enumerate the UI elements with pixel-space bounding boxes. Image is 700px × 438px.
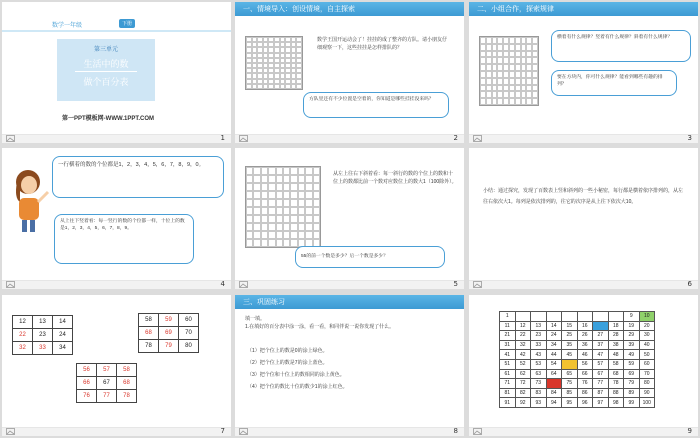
table-cell[interactable]: 14: [546, 321, 562, 331]
chart-cell: [268, 183, 275, 191]
table-cell[interactable]: [546, 312, 562, 322]
question-bubble: 方队里还有不少位置是空着的，你知道是哪些挂挂没来吗？: [303, 92, 449, 118]
table-cell[interactable]: 62: [515, 369, 531, 379]
question-bubble-1: 横着有什么规律？竖着有什么规律？斜着有什么规律？: [551, 30, 691, 62]
hundred-chart-table: [499, 311, 655, 408]
chart-cell: [290, 207, 297, 215]
slide-number: 8: [453, 427, 458, 435]
table-cell[interactable]: 93: [531, 398, 547, 408]
chart-cell: [532, 57, 538, 64]
number-table-1: 12 13 14 22 23 24 32 33 34: [12, 315, 73, 355]
chart-cell: [283, 231, 290, 239]
slide-footer: [2, 280, 231, 289]
table-cell[interactable]: 31: [500, 340, 516, 350]
slide-7[interactable]: [2, 295, 231, 436]
chart-cell: [298, 191, 305, 199]
summary-text: 小结：通过探究，发现了百数表上竖和斜列的一些小秘密，每行都是横着依序排列的，从左往右依次大1。每列是依次排列的，往它的次序是从上往下依次大10。: [483, 188, 684, 205]
chart-cell: [298, 167, 305, 175]
slide-header: 二、小组合作，探索规律: [469, 2, 698, 16]
table-cell[interactable]: 48: [608, 350, 624, 360]
lesson-title: 生活中的数: [83, 60, 129, 70]
table-cell[interactable]: 36: [577, 340, 593, 350]
chart-cell: [283, 207, 290, 215]
table-cell[interactable]: 71: [500, 379, 516, 389]
table-cell[interactable]: 27: [593, 331, 609, 341]
table-cell[interactable]: 30: [639, 331, 655, 341]
chart-cell: [532, 91, 538, 98]
slide-thumb-icon: [239, 281, 248, 288]
table-cell[interactable]: 1: [500, 312, 516, 322]
table-cell[interactable]: [562, 312, 578, 322]
table-cell[interactable]: 16: [577, 321, 593, 331]
table-cell[interactable]: 25: [562, 331, 578, 341]
chart-cell: [253, 239, 260, 247]
table-cell[interactable]: 40: [639, 340, 655, 350]
table-cell[interactable]: 24: [546, 331, 562, 341]
chart-cell: [261, 223, 268, 231]
slide-9[interactable]: [469, 295, 698, 436]
table-cell[interactable]: 47: [593, 350, 609, 360]
table-cell[interactable]: 51: [500, 359, 516, 369]
chart-cell: [261, 207, 268, 215]
table-cell[interactable]: 38: [608, 340, 624, 350]
slide-footer: [469, 280, 698, 289]
chart-cell: [246, 183, 253, 191]
table-cell[interactable]: 26: [577, 331, 593, 341]
table-cell[interactable]: 68: [608, 369, 624, 379]
slide-number: 7: [220, 427, 225, 435]
table-cell[interactable]: 9: [624, 312, 640, 322]
table-cell[interactable]: 87: [593, 388, 609, 398]
table-cell[interactable]: 67: [593, 369, 609, 379]
exercise-item-3: （3）把个位和十位上的数相同的涂上黄色。: [247, 372, 345, 378]
chart-cell: [313, 183, 320, 191]
chart-cell: [313, 191, 320, 199]
chart-cell: [283, 199, 290, 207]
observation-bubble-2: 从上往下竖着看：每一竖行的数的个位都一样，十位上的数是1，2，3，4，5，6，7，8，9。: [54, 214, 194, 264]
grade-label: 数学一年级: [52, 23, 83, 29]
chart-cell: [290, 167, 297, 175]
slide-3[interactable]: [469, 2, 698, 143]
table-cell[interactable]: [562, 359, 578, 369]
slide-number: 4: [220, 280, 225, 288]
exercise-lead: 填一填。: [245, 316, 266, 322]
table-cell[interactable]: 39: [624, 340, 640, 350]
chart-cell: [253, 199, 260, 207]
chart-cell: [276, 223, 283, 231]
table-cell[interactable]: 77: [593, 379, 609, 389]
term-badge: 下册: [119, 19, 135, 28]
chart-cell: [298, 175, 305, 183]
chart-cell: [253, 207, 260, 215]
table-row: [500, 340, 655, 350]
table-cell[interactable]: 65: [562, 369, 578, 379]
chart-cell: [305, 215, 312, 223]
slide-footer: [2, 427, 231, 436]
chart-cell: [268, 199, 275, 207]
slide-number: 3: [687, 134, 692, 142]
title-divider: [75, 71, 137, 72]
chart-cell: [276, 191, 283, 199]
table-cell[interactable]: 95: [562, 398, 578, 408]
table-cell[interactable]: 11: [500, 321, 516, 331]
chart-cell: [305, 167, 312, 175]
chart-cell: [313, 167, 320, 175]
table-cell[interactable]: 50: [639, 350, 655, 360]
table-cell[interactable]: 58: [608, 359, 624, 369]
chart-cell: [283, 191, 290, 199]
table-cell[interactable]: 82: [515, 388, 531, 398]
table-cell[interactable]: [608, 312, 624, 322]
chart-cell: [253, 231, 260, 239]
slide-8[interactable]: [235, 295, 464, 436]
table-cell[interactable]: 18: [608, 321, 624, 331]
chart-cell: [290, 231, 297, 239]
table-cell[interactable]: 75: [562, 379, 578, 389]
exercise-task: 1.在填好的百分表中涂一涂，看一看，和同伴说一说你发现了什么。: [245, 324, 395, 330]
table-row: [500, 321, 655, 331]
chart-cell: [305, 191, 312, 199]
table-cell[interactable]: 73: [531, 379, 547, 389]
title-band: [2, 30, 231, 32]
slide-thumb-icon: [6, 135, 15, 142]
slide-4[interactable]: [2, 148, 231, 289]
table-row: [500, 331, 655, 341]
chart-cell: [261, 175, 268, 183]
table-cell[interactable]: 21: [500, 331, 516, 341]
chart-cell: [276, 199, 283, 207]
table-cell[interactable]: 86: [577, 388, 593, 398]
chart-cell: [296, 84, 302, 89]
table-cell[interactable]: 59: [624, 359, 640, 369]
table-cell[interactable]: 63: [531, 369, 547, 379]
table-cell[interactable]: 57: [593, 359, 609, 369]
table-cell[interactable]: [546, 379, 562, 389]
slide-1[interactable]: [2, 2, 231, 143]
table-row: [500, 398, 655, 408]
exercise-item-2: （2）把个位上的数是7的涂上蓝色。: [247, 360, 328, 366]
chart-cell: [313, 175, 320, 183]
table-cell[interactable]: 53: [531, 359, 547, 369]
chart-cell: [313, 231, 320, 239]
chart-cell: [532, 44, 538, 51]
table-cell[interactable]: 46: [577, 350, 593, 360]
chart-cell: [305, 231, 312, 239]
table-cell[interactable]: 12: [515, 321, 531, 331]
intro-text: 数学王国开运动会了！挂挂的成了整齐的方队。请小朋友仔细观察一下，这些挂挂是怎样排队的？: [317, 37, 448, 51]
chart-cell: [532, 98, 538, 105]
table-cell[interactable]: 33: [531, 340, 547, 350]
chart-cell: [246, 215, 253, 223]
slide-number: 6: [687, 280, 692, 288]
chart-cell: [283, 167, 290, 175]
question-bubble: 55的前一个数是多少？后一个数是多少？: [295, 246, 445, 268]
table-cell[interactable]: 88: [608, 388, 624, 398]
chart-cell: [253, 215, 260, 223]
table-cell[interactable]: 42: [515, 350, 531, 360]
hundred-chart-image: [479, 36, 539, 106]
chart-cell: [305, 175, 312, 183]
table-cell[interactable]: 100: [639, 398, 655, 408]
slide-header: 一、情境导入：创设情境，自主探索: [235, 2, 464, 16]
unit-label: 第三单元: [93, 47, 118, 53]
table-cell[interactable]: 22: [515, 331, 531, 341]
slide-footer: [469, 427, 698, 436]
exercise-item-4: （4）把个位的数比十位的数少1的涂上红色。: [247, 384, 348, 390]
table-cell[interactable]: [515, 312, 531, 322]
chart-cell: [298, 223, 305, 231]
table-cell[interactable]: 76: [577, 379, 593, 389]
hundred-chart-image: [245, 166, 321, 248]
table-cell[interactable]: 49: [624, 350, 640, 360]
table-cell[interactable]: 85: [562, 388, 578, 398]
chart-cell: [253, 183, 260, 191]
chart-cell: [268, 215, 275, 223]
chart-cell: [261, 183, 268, 191]
slide-thumb-icon: [239, 428, 248, 435]
chart-cell: [253, 223, 260, 231]
chart-cell: [276, 207, 283, 215]
slide-number: 5: [453, 280, 458, 288]
slide-footer: [469, 134, 698, 143]
chart-cell: [283, 175, 290, 183]
chart-cell: [298, 199, 305, 207]
table-cell[interactable]: 60: [639, 359, 655, 369]
table-cell[interactable]: 83: [531, 388, 547, 398]
table-cell[interactable]: 20: [639, 321, 655, 331]
observation-bubble-1: 一行横着的数的个位都是1，2，3，4，5，6，7，8，9，0。: [52, 156, 224, 198]
chart-cell: [246, 167, 253, 175]
table-row: [500, 359, 655, 369]
table-cell[interactable]: 13: [531, 321, 547, 331]
table-cell[interactable]: 70: [639, 369, 655, 379]
table-cell[interactable]: 29: [624, 331, 640, 341]
slide-number: 9: [687, 427, 692, 435]
table-cell[interactable]: 84: [546, 388, 562, 398]
table-cell[interactable]: 43: [531, 350, 547, 360]
table-cell[interactable]: 89: [624, 388, 640, 398]
table-row: [500, 388, 655, 398]
chart-cell: [283, 183, 290, 191]
slide-5[interactable]: [235, 148, 464, 289]
chart-cell: [290, 215, 297, 223]
table-cell[interactable]: 37: [593, 340, 609, 350]
chart-cell: [290, 191, 297, 199]
chart-cell: [276, 167, 283, 175]
chart-cell: [305, 223, 312, 231]
chart-cell: [268, 239, 275, 247]
chart-cell: [268, 231, 275, 239]
table-cell[interactable]: 32: [515, 340, 531, 350]
slide-6[interactable]: [469, 148, 698, 289]
chart-cell: [283, 215, 290, 223]
table-cell[interactable]: 10: [639, 312, 655, 322]
chart-cell: [290, 199, 297, 207]
chart-cell: [532, 51, 538, 58]
table-cell[interactable]: 92: [515, 398, 531, 408]
chart-cell: [253, 175, 260, 183]
chart-cell: [261, 167, 268, 175]
table-cell[interactable]: 96: [577, 398, 593, 408]
slide-thumb-icon: [473, 428, 482, 435]
chart-cell: [290, 223, 297, 231]
slide-thumb-icon: [6, 428, 15, 435]
table-cell[interactable]: [531, 312, 547, 322]
chart-cell: [246, 175, 253, 183]
chart-cell: [246, 231, 253, 239]
table-cell[interactable]: 35: [562, 340, 578, 350]
table-row: [500, 379, 655, 389]
slide-footer: [235, 134, 464, 143]
table-cell[interactable]: 61: [500, 369, 516, 379]
chart-cell: [283, 239, 290, 247]
table-cell[interactable]: [577, 312, 593, 322]
diagonal-rule-text: 从左上往右下斜着看：每一斜行的数的个位上的数和十位上的数都比前一个数对应数位上的数大1（100除外）。: [333, 171, 457, 185]
chart-cell: [305, 183, 312, 191]
table-cell[interactable]: 44: [546, 350, 562, 360]
slide-thumb-icon: [239, 135, 248, 142]
chart-cell: [268, 175, 275, 183]
slide-thumb-icon: [473, 135, 482, 142]
table-cell[interactable]: 15: [562, 321, 578, 331]
table-cell[interactable]: 94: [546, 398, 562, 408]
chart-cell: [276, 183, 283, 191]
lesson-subtitle: 做个百分表: [83, 78, 129, 88]
table-row: [500, 350, 655, 360]
number-table-2: 58 59 60 68 69 70 78 79 80: [138, 313, 199, 353]
table-row: [500, 312, 655, 322]
chart-cell: [290, 175, 297, 183]
chart-cell: [268, 223, 275, 231]
table-cell[interactable]: 54: [546, 359, 562, 369]
slide-thumb-icon: [6, 281, 15, 288]
slide-footer: [235, 280, 464, 289]
chart-cell: [268, 191, 275, 199]
slide-thumb-icon: [473, 281, 482, 288]
chart-cell: [246, 223, 253, 231]
table-cell[interactable]: 64: [546, 369, 562, 379]
slide-footer: [2, 134, 231, 143]
table-cell[interactable]: 41: [500, 350, 516, 360]
table-cell[interactable]: 80: [639, 379, 655, 389]
chart-cell: [532, 71, 538, 78]
exercise-item-1: （1）把个位上的数是0的涂上绿色。: [247, 348, 328, 354]
title-block: [57, 39, 155, 101]
chart-cell: [283, 223, 290, 231]
table-cell[interactable]: 81: [500, 388, 516, 398]
table-cell[interactable]: 19: [624, 321, 640, 331]
chart-cell: [532, 78, 538, 85]
chart-cell: [290, 183, 297, 191]
site-credit: 第一PPT模板网-WWW.1PPT.COM: [62, 116, 154, 122]
table-cell[interactable]: [593, 321, 609, 331]
table-cell[interactable]: 69: [624, 369, 640, 379]
slide-2[interactable]: [235, 2, 464, 143]
table-cell[interactable]: 66: [577, 369, 593, 379]
chart-cell: [313, 207, 320, 215]
chart-cell: [298, 231, 305, 239]
chart-cell: [276, 239, 283, 247]
chart-cell: [276, 215, 283, 223]
table-cell[interactable]: 23: [531, 331, 547, 341]
slide-footer: [235, 427, 464, 436]
chart-cell: [268, 167, 275, 175]
slide-number: 2: [453, 134, 458, 142]
chart-cell: [532, 37, 538, 44]
table-cell[interactable]: 78: [608, 379, 624, 389]
chart-cell: [298, 207, 305, 215]
chart-cell: [253, 167, 260, 175]
table-cell[interactable]: 45: [562, 350, 578, 360]
table-cell[interactable]: 98: [608, 398, 624, 408]
table-cell[interactable]: [593, 312, 609, 322]
table-row: [500, 369, 655, 379]
table-cell[interactable]: 91: [500, 398, 516, 408]
chart-cell: [261, 239, 268, 247]
chart-cell: [276, 175, 283, 183]
chart-cell: [305, 199, 312, 207]
chart-cell: [313, 223, 320, 231]
girl-illustration: [8, 168, 52, 234]
chart-cell: [305, 207, 312, 215]
chart-cell: [261, 191, 268, 199]
chart-cell: [246, 191, 253, 199]
chart-cell: [298, 183, 305, 191]
chart-cell: [532, 85, 538, 92]
table-cell[interactable]: 97: [593, 398, 609, 408]
table-cell[interactable]: 34: [546, 340, 562, 350]
table-cell[interactable]: 28: [608, 331, 624, 341]
chart-cell: [290, 239, 297, 247]
chart-cell: [313, 215, 320, 223]
chart-cell: [246, 207, 253, 215]
table-cell[interactable]: 79: [624, 379, 640, 389]
table-cell[interactable]: 56: [577, 359, 593, 369]
chart-cell: [532, 64, 538, 71]
slide-number: 1: [220, 134, 225, 142]
chart-cell: [313, 199, 320, 207]
table-cell[interactable]: 52: [515, 359, 531, 369]
slide-header: 三、巩固练习: [235, 295, 464, 309]
number-table-3: 56 57 58 66 67 68 76 77 78: [76, 363, 137, 403]
hundred-chart-image: [245, 36, 303, 90]
chart-cell: [246, 239, 253, 247]
chart-cell: [253, 191, 260, 199]
chart-cell: [261, 231, 268, 239]
chart-cell: [261, 199, 268, 207]
chart-cell: [268, 207, 275, 215]
table-cell[interactable]: 72: [515, 379, 531, 389]
table-cell[interactable]: 90: [639, 388, 655, 398]
chart-cell: [298, 215, 305, 223]
question-bubble-2: 要在方块内，你可什么规律？能看到哪些有趣的排列？: [551, 70, 677, 96]
chart-cell: [276, 231, 283, 239]
table-cell[interactable]: 99: [624, 398, 640, 408]
chart-cell: [261, 215, 268, 223]
chart-cell: [246, 199, 253, 207]
